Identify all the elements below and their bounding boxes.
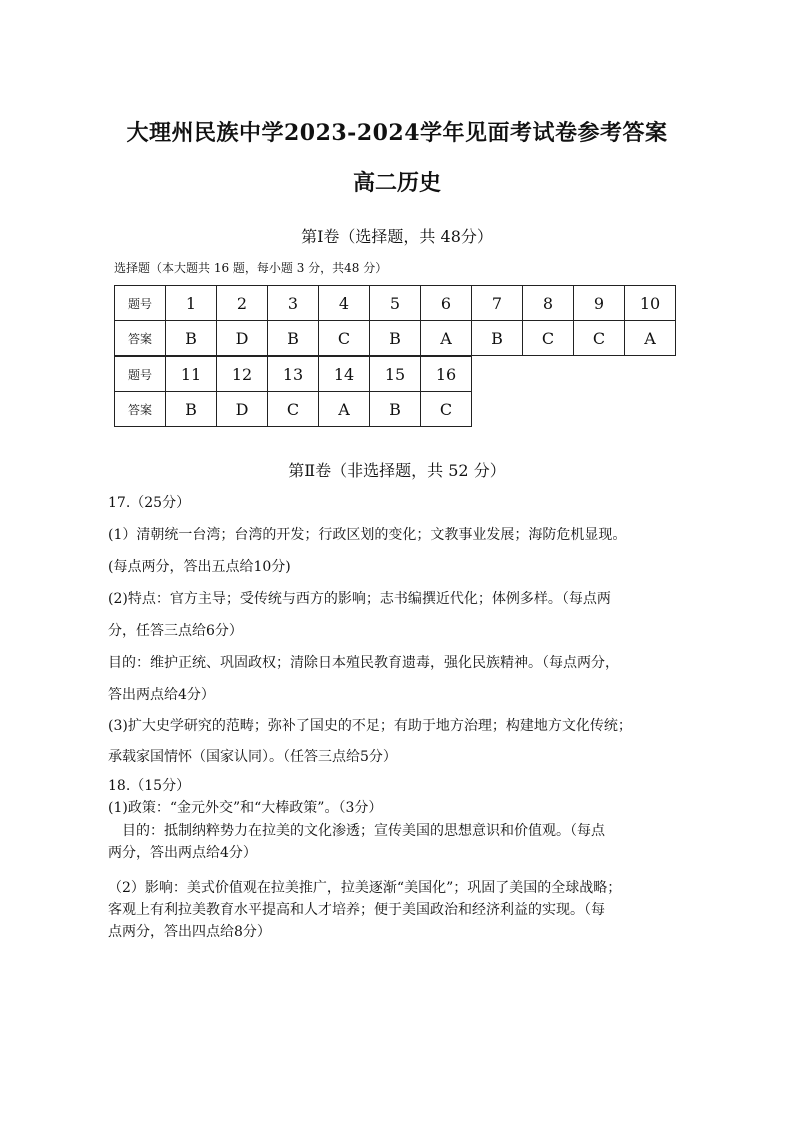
- answer-line: (每点两分，答出五点给10分): [108, 559, 291, 575]
- answer-cell: A: [319, 392, 370, 427]
- row-label-answer: 答案: [115, 321, 166, 356]
- answer-cell: D: [217, 392, 268, 427]
- question-number: 2: [217, 286, 268, 321]
- answer-line: 分，任答三点给6分）: [108, 623, 243, 639]
- question-number: 13: [268, 357, 319, 392]
- answer-cell: B: [166, 321, 217, 356]
- q17-heading: 17.（25分）: [108, 495, 191, 511]
- question-number: 11: [166, 357, 217, 392]
- answer-cell: C: [319, 321, 370, 356]
- answer-cell: B: [268, 321, 319, 356]
- question-number: 5: [370, 286, 421, 321]
- row-label-question: 题号: [115, 286, 166, 321]
- question-number: 14: [319, 357, 370, 392]
- answer-cell: B: [370, 321, 421, 356]
- answer-line: 客观上有利拉美教育水平提高和人才培养；便于美国政治和经济利益的实现。（每: [108, 902, 605, 918]
- question-row: [115, 286, 676, 321]
- q18-heading: 18.（15分）: [108, 778, 191, 794]
- answer-line: (1)政策：“金元外交”和“大棒政策”。（3分）: [108, 800, 383, 816]
- question-row: [115, 357, 472, 392]
- question-number: 1: [166, 286, 217, 321]
- answer-line: (2)特点：官方主导；受传统与西方的影响；志书编撰近代化；体例多样。（每点两: [108, 591, 611, 607]
- answer-line: 目的：维护正统、巩固政权；清除日本殖民教育遗毒，强化民族精神。（每点两分，: [108, 655, 619, 671]
- answer-cell: D: [217, 321, 268, 356]
- answer-line: (1）清朝统一台湾；台湾的开发；行政区划的变化；文教事业发展；海防危机显现。: [108, 527, 627, 543]
- part1-heading: 第Ⅰ卷（选择题，共 48分）: [301, 227, 493, 246]
- answer-line: 点两分，答出四点给8分）: [108, 924, 271, 940]
- answer-cell: B: [166, 392, 217, 427]
- answer-line: 两分，答出两点给4分）: [108, 845, 257, 861]
- answer-line: （2）影响：美式价值观在拉美推广，拉美逐渐“美国化”；巩固了美国的全球战略；: [108, 880, 622, 896]
- answer-cell: A: [625, 321, 676, 356]
- answer-cell: C: [574, 321, 625, 356]
- answer-cell: C: [523, 321, 574, 356]
- answer-row: [115, 392, 472, 427]
- question-number: 12: [217, 357, 268, 392]
- question-number: 16: [421, 357, 472, 392]
- row-label-answer: 答案: [115, 392, 166, 427]
- answer-table-1: [114, 285, 676, 356]
- document-subtitle: 高二历史: [352, 170, 441, 196]
- question-number: 8: [523, 286, 574, 321]
- answer-cell: B: [472, 321, 523, 356]
- part2-heading: 第Ⅱ卷（非选择题，共 52 分）: [288, 461, 506, 480]
- answer-cell: B: [370, 392, 421, 427]
- question-number: 6: [421, 286, 472, 321]
- answer-line: 目的：抵制纳粹势力在拉美的文化渗透；宣传美国的思想意识和价值观。（每点: [122, 823, 605, 839]
- answer-cell: A: [421, 321, 472, 356]
- document-title: 大理州民族中学2023-2024学年见面考试卷参考答案: [126, 120, 668, 146]
- question-number: 7: [472, 286, 523, 321]
- row-label-question: 题号: [115, 357, 166, 392]
- answer-line: 答出两点给4分）: [108, 687, 215, 703]
- answer-line: 承载家国情怀（国家认同）。（任答三点给5分）: [108, 749, 397, 765]
- question-number: 3: [268, 286, 319, 321]
- question-number: 9: [574, 286, 625, 321]
- question-number: 4: [319, 286, 370, 321]
- question-number: 15: [370, 357, 421, 392]
- question-number: 10: [625, 286, 676, 321]
- part1-note: 选择题（本大题共 16 题，每小题 3 分，共48 分）: [114, 261, 388, 275]
- answer-cell: C: [421, 392, 472, 427]
- answer-table-2: [114, 356, 472, 427]
- answer-cell: C: [268, 392, 319, 427]
- answer-line: (3)扩大史学研究的范畴；弥补了国史的不足；有助于地方治理；构建地方文化传统；: [108, 718, 632, 734]
- answer-row: [115, 321, 676, 356]
